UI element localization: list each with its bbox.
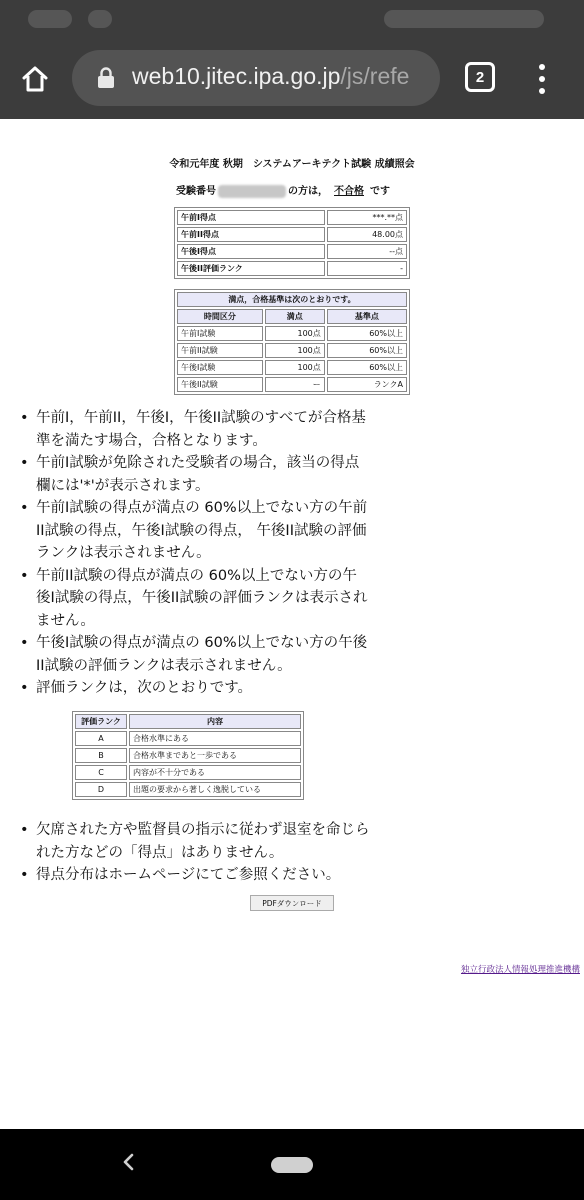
status-bar <box>0 0 584 38</box>
notes-list <box>18 407 370 700</box>
table-row <box>177 227 407 242</box>
status-time-blurred <box>28 10 72 28</box>
table-row <box>75 782 301 797</box>
result-value: 不合格 <box>334 186 364 197</box>
tabs-button[interactable] <box>465 62 495 92</box>
list-item: • 午前II試験の得点が満点の 60%以上でない方の午後I試験の得点，午後II試験の評価ランクは表示されません。 <box>18 565 370 633</box>
notes-list-2 <box>18 819 370 887</box>
list-item: • 評価ランクは，次のとおりです。 <box>18 677 370 700</box>
column-header: 内容 <box>129 714 301 729</box>
column-header: 満点 <box>265 309 325 324</box>
score-value: - <box>327 261 407 276</box>
table-row <box>177 210 407 225</box>
table-row <box>75 748 301 763</box>
table-cell: 60%以上 <box>327 360 407 375</box>
result-line <box>176 182 390 198</box>
list-item: • 得点分布はホームページにてご参照ください。 <box>18 864 370 887</box>
status-icon-blurred <box>88 10 112 28</box>
url-path: /js/refe <box>340 63 410 89</box>
url-text <box>132 63 409 90</box>
column-header: 基準点 <box>327 309 407 324</box>
score-value: 48.00点 <box>327 227 407 242</box>
table-row <box>177 343 407 358</box>
list-item: • 午前I試験の得点が満点の 60%以上でない方の午前II試験の得点，午後I試験の得点， 午後II試験の評価ランクは表示されません。 <box>18 497 370 565</box>
table-header-row <box>177 309 407 324</box>
table-row <box>177 377 407 392</box>
table-cell: 合格水準まであと一歩である <box>129 748 301 763</box>
address-bar[interactable] <box>72 50 440 106</box>
score-label: 午後II評価ランク <box>177 261 325 276</box>
home-button[interactable] <box>14 58 56 100</box>
table-header-row <box>75 714 301 729</box>
criteria-caption: 満点，合格基準は次のとおりです。 <box>177 292 407 307</box>
result-suffix: です <box>370 186 390 197</box>
tabs-icon: 2 <box>475 68 485 86</box>
table-cell: 午前I試験 <box>177 326 263 341</box>
table-cell: 100点 <box>265 360 325 375</box>
criteria-table <box>174 289 410 395</box>
table-row <box>177 326 407 341</box>
score-label: 午後I得点 <box>177 244 325 259</box>
table-cell: ー <box>265 377 325 392</box>
status-indicators-blurred <box>384 10 544 28</box>
rank-table <box>72 711 304 800</box>
table-cell: 午後II試験 <box>177 377 263 392</box>
list-item: • 欠席された方や監督員の指示に従わず退室を命じられた方などの「得点」はありません。 <box>18 819 370 864</box>
score-table <box>174 207 410 279</box>
table-row <box>177 244 407 259</box>
table-row <box>75 731 301 746</box>
more-vert-icon[interactable] <box>530 62 554 96</box>
page-title: 令和元年度 秋期 システムアーキテクト試験 成績照会 <box>169 159 415 170</box>
list-item: • 午後I試験の得点が満点の 60%以上でない方の午後II試験の評価ランクは表示されません。 <box>18 632 370 677</box>
result-prefix: 受験番号 <box>176 186 216 197</box>
browser-chrome <box>0 0 584 119</box>
table-cell: 60%以上 <box>327 326 407 341</box>
table-cell: 内容が不十分である <box>129 765 301 780</box>
score-value: --点 <box>327 244 407 259</box>
candidate-number-blurred <box>218 185 286 198</box>
table-row <box>177 360 407 375</box>
list-item: • 午前I試験が免除された受験者の場合，該当の得点欄には'*'が表示されます。 <box>18 452 370 497</box>
table-cell: D <box>75 782 127 797</box>
table-cell: ランクA <box>327 377 407 392</box>
table-cell: 午後I試験 <box>177 360 263 375</box>
column-header: 評価ランク <box>75 714 127 729</box>
browser-toolbar <box>0 38 584 119</box>
score-value: ***.**点 <box>327 210 407 225</box>
column-header: 時間区分 <box>177 309 263 324</box>
home-gesture-pill[interactable] <box>271 1157 313 1173</box>
system-nav-bar <box>0 1129 584 1200</box>
table-cell: B <box>75 748 127 763</box>
table-caption-row <box>177 292 407 307</box>
result-mid: の方は， <box>288 186 328 197</box>
score-label: 午前I得点 <box>177 210 325 225</box>
table-cell: 午前II試験 <box>177 343 263 358</box>
back-icon[interactable] <box>118 1151 140 1173</box>
score-label: 午前II得点 <box>177 227 325 242</box>
pdf-download-button[interactable]: PDFダウンロード <box>250 895 334 911</box>
table-cell: 60%以上 <box>327 343 407 358</box>
table-cell: 出題の要求から著しく逸脱している <box>129 782 301 797</box>
table-row <box>177 261 407 276</box>
list-item: • 午前I，午前II，午後I，午後II試験のすべてが合格基準を満たす場合，合格となります。 <box>18 407 370 452</box>
table-cell: C <box>75 765 127 780</box>
page-content <box>0 119 584 1129</box>
url-host: web10.jitec.ipa.go.jp <box>132 63 341 89</box>
lock-icon <box>94 66 118 90</box>
table-cell: A <box>75 731 127 746</box>
home-icon <box>20 64 50 94</box>
table-cell: 100点 <box>265 326 325 341</box>
table-cell: 100点 <box>265 343 325 358</box>
table-cell: 合格水準にある <box>129 731 301 746</box>
table-row <box>75 765 301 780</box>
org-link[interactable]: 独立行政法人情報処理推進機構 <box>460 965 580 975</box>
